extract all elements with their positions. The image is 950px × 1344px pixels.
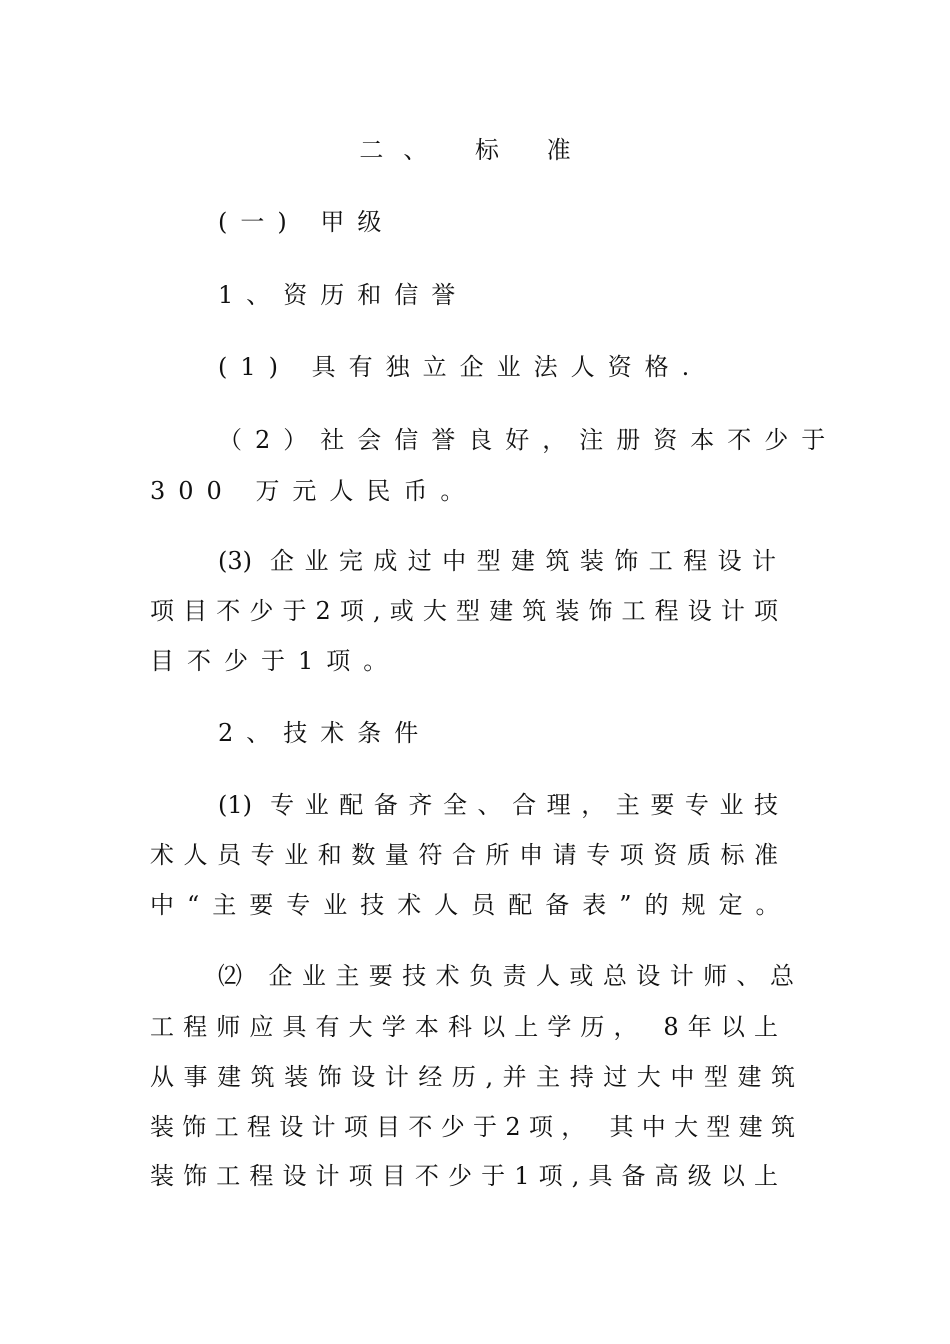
paragraph-line: （2）社会信誉良好，注册资本不少于 (218, 426, 839, 454)
paragraph-line: 工程师应具有大学本科以上学历， 8年以上 (150, 1013, 778, 1041)
heading-technical-conditions: 2、技术条件 (218, 719, 432, 747)
heading-grade-a: (一) 甲级 (218, 208, 395, 236)
paragraph-line: 中“主要专业技术人员配备表”的规定。 (150, 891, 793, 919)
paragraph-line: 装饰工程设计项目不少于2项， 其中大型建筑 (150, 1113, 795, 1141)
paragraph-line: (3) 企业完成过中型建筑装饰工程设计 (218, 547, 776, 575)
paragraph-line: 项目不少于2项,或大型建筑装饰工程设计项 (150, 597, 778, 625)
paragraph-line: 装饰工程设计项目不少于1项,具备高级以上 (150, 1162, 778, 1190)
paragraph-line: 300 万元人民币。 (150, 477, 478, 505)
section-title: 二、 标 准 (359, 136, 591, 164)
paragraph-line: 从事建筑装饰设计经历,并主持过大中型建筑 (150, 1063, 795, 1091)
heading-qualification-credit: 1、资历和信誉 (218, 281, 469, 309)
paragraph-line: ⑵ 企业主要技术负责人或总设计师、总 (218, 962, 794, 990)
paragraph-line: (1) 具有独立企业法人资格. (218, 353, 703, 381)
paragraph-line: 目不少于1项。 (150, 647, 401, 675)
paragraph-line: 术人员专业和数量符合所申请专项资质标准 (150, 841, 778, 869)
paragraph-line: (1) 专业配备齐全、合理，主要专业技 (218, 791, 778, 819)
